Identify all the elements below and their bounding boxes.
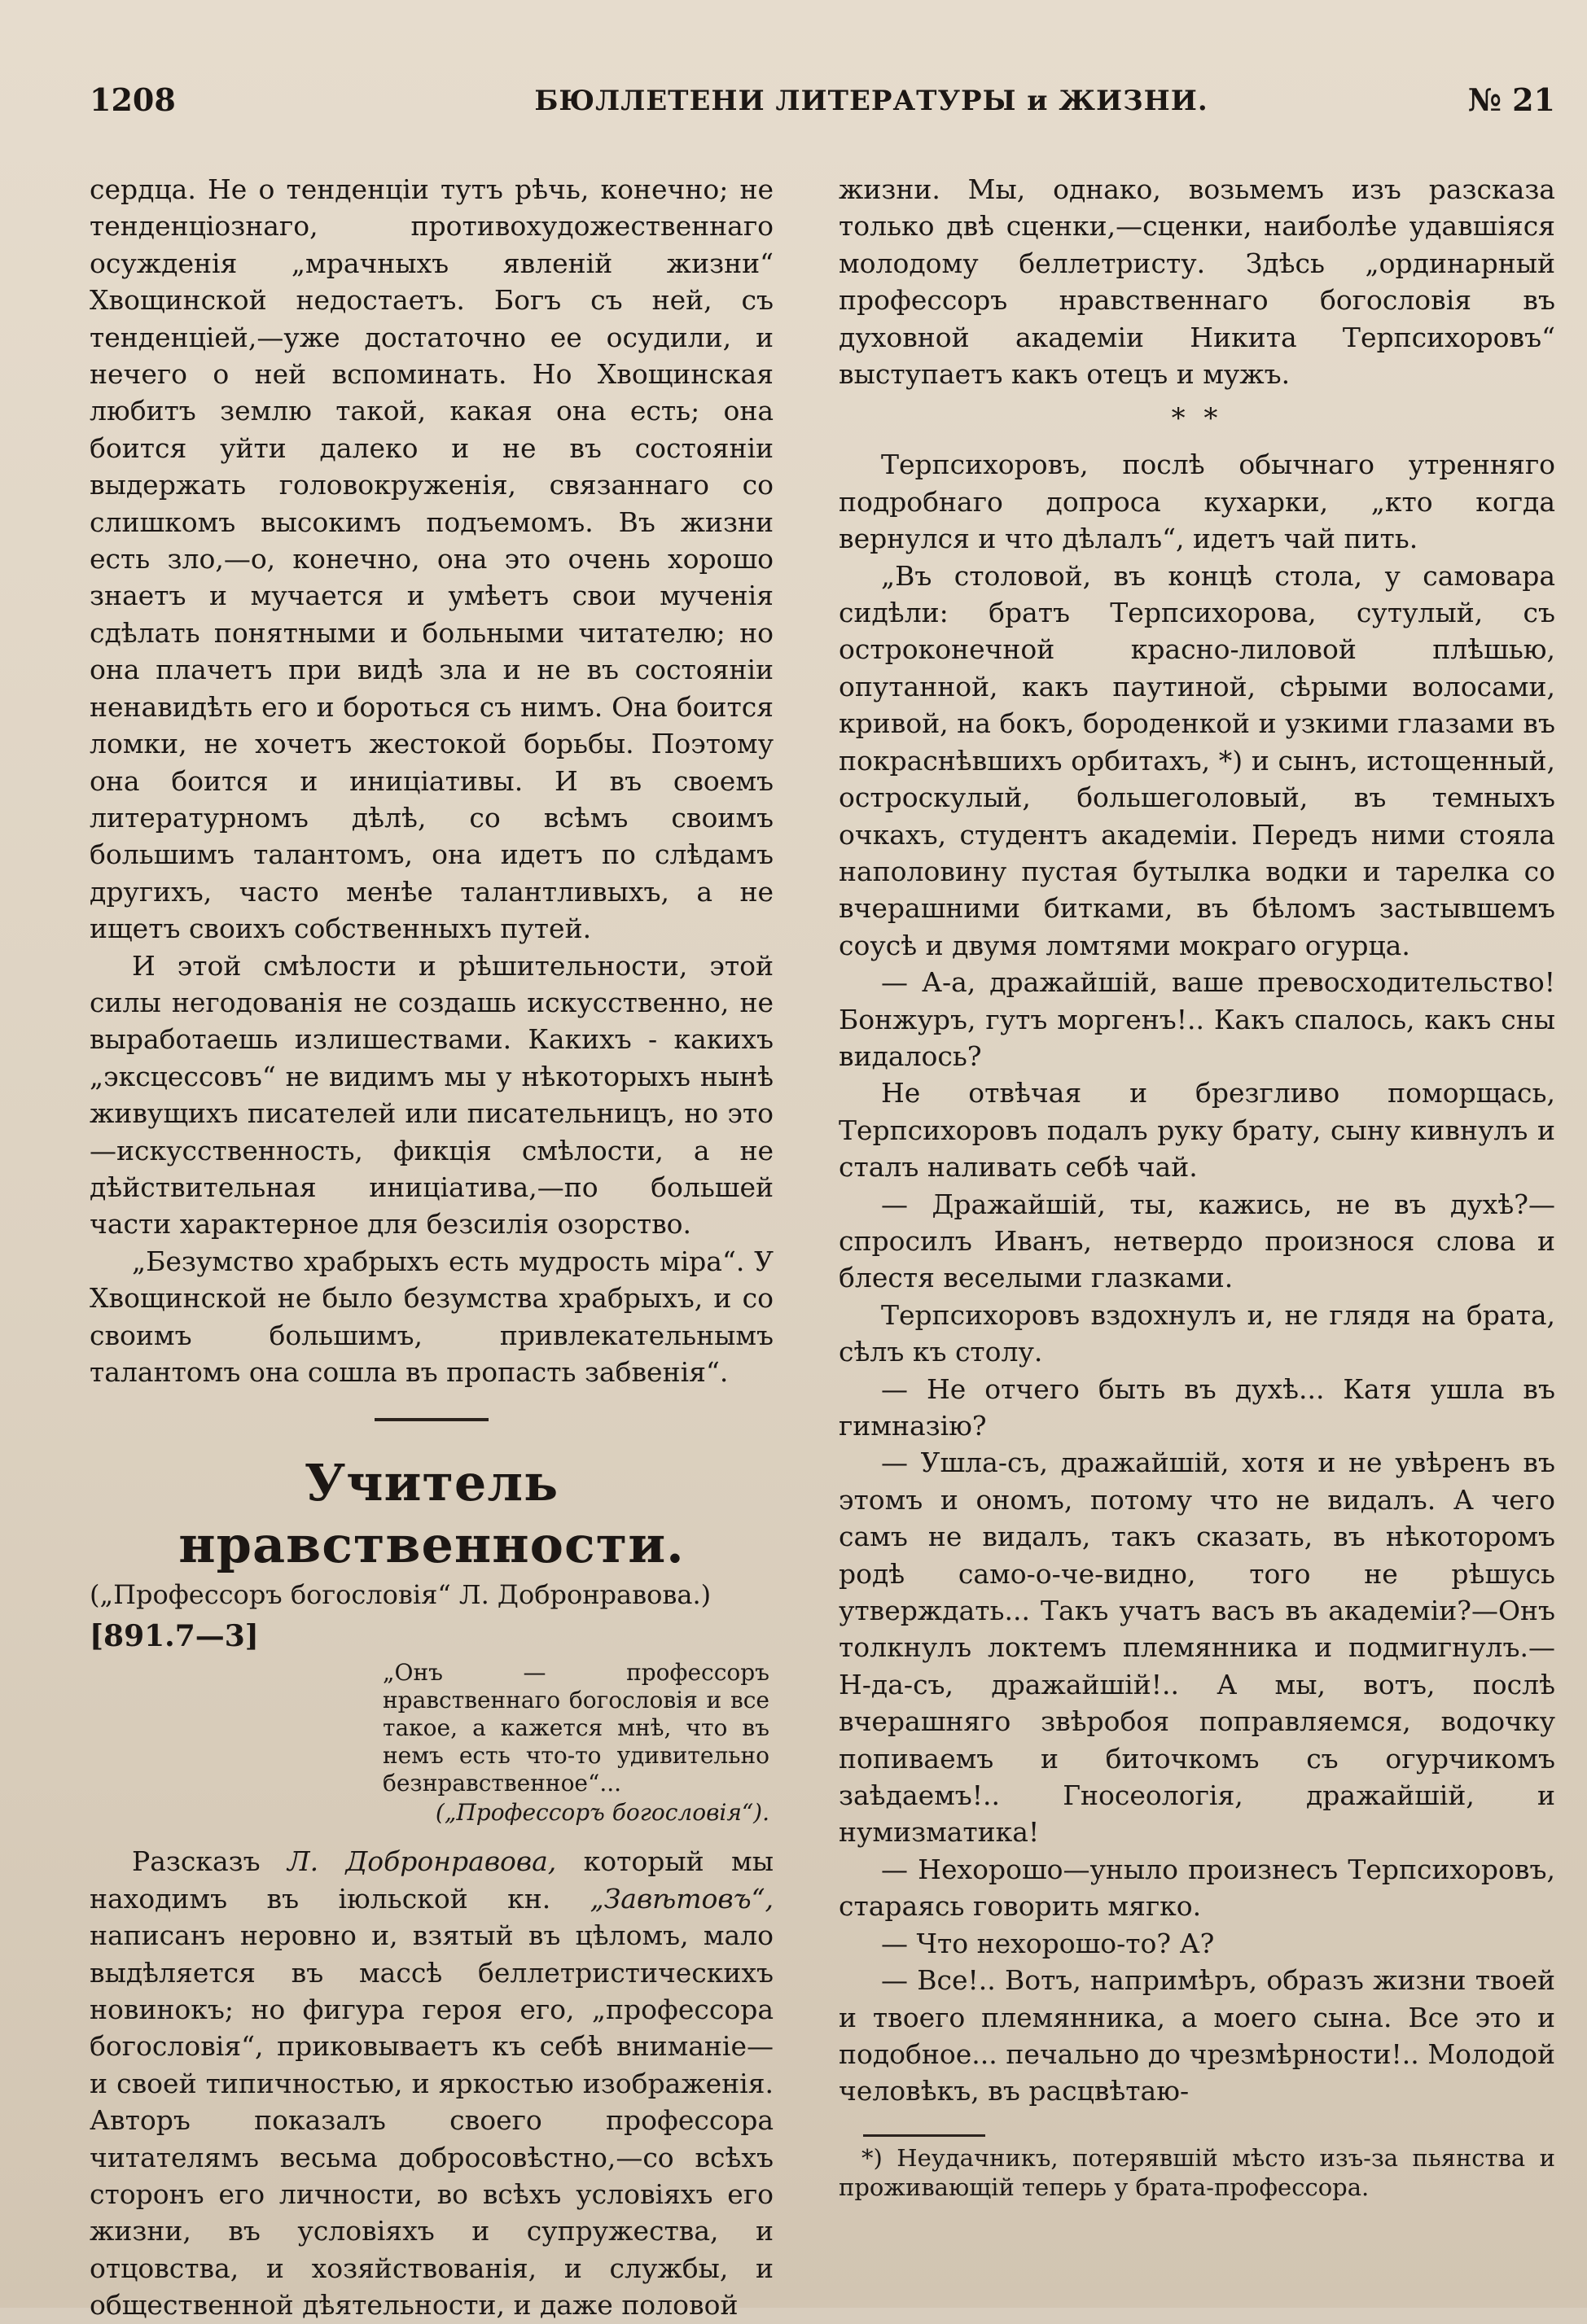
paragraph: Терпсихоровъ вздохнулъ и, не глядя на брата, сѣлъ къ столу. [839, 1298, 1555, 1368]
epigraph [383, 1659, 769, 1828]
paragraph: сердца. Не о тенденціи тутъ рѣчь, конечно; не тенденціознаго, противохудожественнаго осужденія „мрачныхъ явленій жизни“ Хвощинской недостаетъ. Богъ съ ней, съ тенденціей,—уже достаточно ее осудили, и нечего о ней вспоминать. Но Хвощинская любитъ землю такой, какая она есть; она боится уйти далеко и не въ состояніи выдержать головокруженія, связаннаго со слишкомъ высокимъ подъемомъ. Въ жизни есть зло,—о, конечно, она это очень хорошо знаетъ и мучается и умѣетъ свои мученія сдѣлать понятными и больными читателю; но она плачетъ при видѣ зла и не въ состояніи ненавидѣть его и бороться съ нимъ. Она боится ломки, не хочетъ жестокой борьбы. Поэтому она боится и иниціативы. И въ своемъ литературномъ дѣлѣ, со всѣмъ своимъ большимъ талантомъ, она идетъ по слѣдамъ другихъ, часто менѣе талантливыхъ, а не ищетъ своихъ собственныхъ путей. [90, 173, 774, 945]
text-run: который мы находимъ въ іюльской кн. [90, 1845, 774, 1915]
text-run: написанъ неровно и, взятый въ цѣломъ, мало выдѣляется въ массѣ беллетристическихъ новинокъ; но фигура героя его, „профессора богословія“, приковываетъ къ себѣ вниманіе— и своей типичностью, и яркостью изображенія. Авторъ показалъ своего профессора читателямъ весьма добросовѣстно,—со всѣхъ сторонъ его личности, во всѣхъ условіяхъ его жизни, въ условіяхъ и супружества, и отцовства, и хозяйствованія, и службы, и общественной дѣятельности, и даже половой [90, 1919, 774, 2322]
paragraph: — Не отчего быть въ духѣ... Катя ушла въ гимназію? [839, 1372, 1555, 1442]
journal-title: БЮЛЛЕТЕНИ ЛИТЕРАТУРЫ и ЖИЗНИ. [534, 85, 1208, 117]
article-classification: [891.7—3] [90, 1619, 259, 1654]
issue-number: № 21 [1467, 81, 1555, 118]
paragraph: — Все!.. Вотъ, напримѣръ, образъ жизни твоей и твоего племянника, а моего сына. Все это и подобное... печально до чрезмѣрности!.. Молодой человѣкъ, въ расцвѣтаю- [839, 1964, 1555, 2107]
epigraph-text: „Онъ — профессоръ нравственнаго богословія и все такое, а кажется мнѣ, что въ немъ есть что-то удивительно безнравственное“... [383, 1659, 769, 1797]
paragraph: И этой смѣлости и рѣшительности, этой силы негодованія не создашь искусственно, не выработаешь излишествами. Какихъ - какихъ „эксцессовъ“ не видимъ мы у нѣкоторыхъ нынѣ живущихъ писателей или писательницъ, но это—искусственность, фикція смѣлости, а не дѣйствительная иниціатива,—по большей части характерное для безсилія озорство. [90, 949, 774, 1241]
article-subtitle: („Профессоръ богословія“ Л. Добронравова.) [90, 1579, 712, 1611]
text-run: Разсказъ [132, 1845, 288, 1878]
epigraph-source: („Профессоръ богословія“). [435, 1799, 769, 1827]
paragraph: „Въ столовой, въ концѣ стола, у самовара сидѣли: братъ Терпсихорова, сутулый, съ остроконечной красно-лиловой плѣшью, опутанной, какъ паутиной, сѣрыми волосами, кривой, на бокъ, бороденкой и узкими глазами въ покраснѣвшихъ орбитахъ, *) и сынъ, истощенный, остроскулый, большеголовый, въ темныхъ очкахъ, студентъ академіи. Передъ ними стояла наполовину пустая бутылка водки и тарелка со вчерашними битками, въ бѣломъ застывшемъ соусѣ и двумя ломтями мокраго огурца. [839, 559, 1555, 961]
paragraph: „Безумство храбрыхъ есть мудрость міра“. У Хвощинской не было безумства храбрыхъ, и со своимъ большимъ, привлекательнымъ талантомъ она сошла въ пропасть забвенія“. [90, 1245, 774, 1388]
paragraph: — Что нехорошо-то? А? [881, 1927, 1215, 1959]
paragraph: — Ушла-съ, дражайшій, хотя и не увѣренъ въ этомъ и ономъ, потому что не видалъ. А чего самъ не видалъ, такъ сказать, въ нѣкоторомъ родѣ само-о-че-видно, того не рѣшусь утверждать... Такъ учатъ васъ въ академіи?—Онъ толкнулъ локтемъ племянника и подмигнулъ.—Н-да-съ, дражайшій!.. А мы, вотъ, послѣ вчерашняго звѣробоя поправляемся, водочку попиваемъ и биточкомъ съ огурчикомъ заѣдаемъ!.. Гносеологія, дражайшій, и нумизматика! [839, 1446, 1555, 1849]
paragraph: — Дражайшій, ты, кажись, не въ духѣ?— спросилъ Иванъ, нетвердо произнося слова и блестя веселыми глазками. [839, 1188, 1555, 1294]
paragraph: Терпсихоровъ, послѣ обычнаго утренняго подробнаго допроса кухарки, „кто когда вернулся и что дѣлалъ“, идетъ чай пить. [839, 449, 1555, 555]
paragraph [90, 1843, 774, 2323]
author-name: Л. Добронравова, [287, 1845, 557, 1878]
footnote: *) Неудачникъ, потерявшій мѣсто изъ-за пьянства и проживающій теперь у брата-профессора. [839, 2143, 1555, 2201]
paragraph: Не отвѣчая и брезгливо поморщась, Терпсихоровъ подалъ руку брату, сыну кивнулъ и сталъ наливать себѣ чай. [839, 1077, 1555, 1184]
paragraph: — А-а, дражайшій, ваше превосходительство! Бонжуръ, гутъ моргенъ!.. Какъ спалось, какъ сны видалось? [839, 966, 1555, 1072]
left-column [90, 171, 774, 2324]
paragraph: жизни. Мы, однако, возьмемъ изъ разсказа только двѣ сценки,—сценки, наиболѣе удавшіяся молодому беллетристу. Здѣсь „ординарный профессоръ нравственнаго богословія въ духовной академіи Никита Терпсихоровъ“ выступаетъ какъ отецъ и мужъ. [839, 173, 1555, 391]
paragraph: — Нехорошо—уныло произнесъ Терпсихоровъ, стараясь говорить мягко. [839, 1853, 1555, 1923]
running-header [90, 81, 1555, 130]
right-column [839, 171, 1555, 2202]
article-title: Учитель нравственности. [178, 1453, 685, 1575]
journal-name: „Завѣтовъ“, [590, 1882, 774, 1915]
footnote-rule [863, 2134, 985, 2137]
page-number: 1208 [90, 81, 176, 118]
section-mark: * * [1171, 402, 1223, 435]
section-separator [375, 1418, 489, 1421]
